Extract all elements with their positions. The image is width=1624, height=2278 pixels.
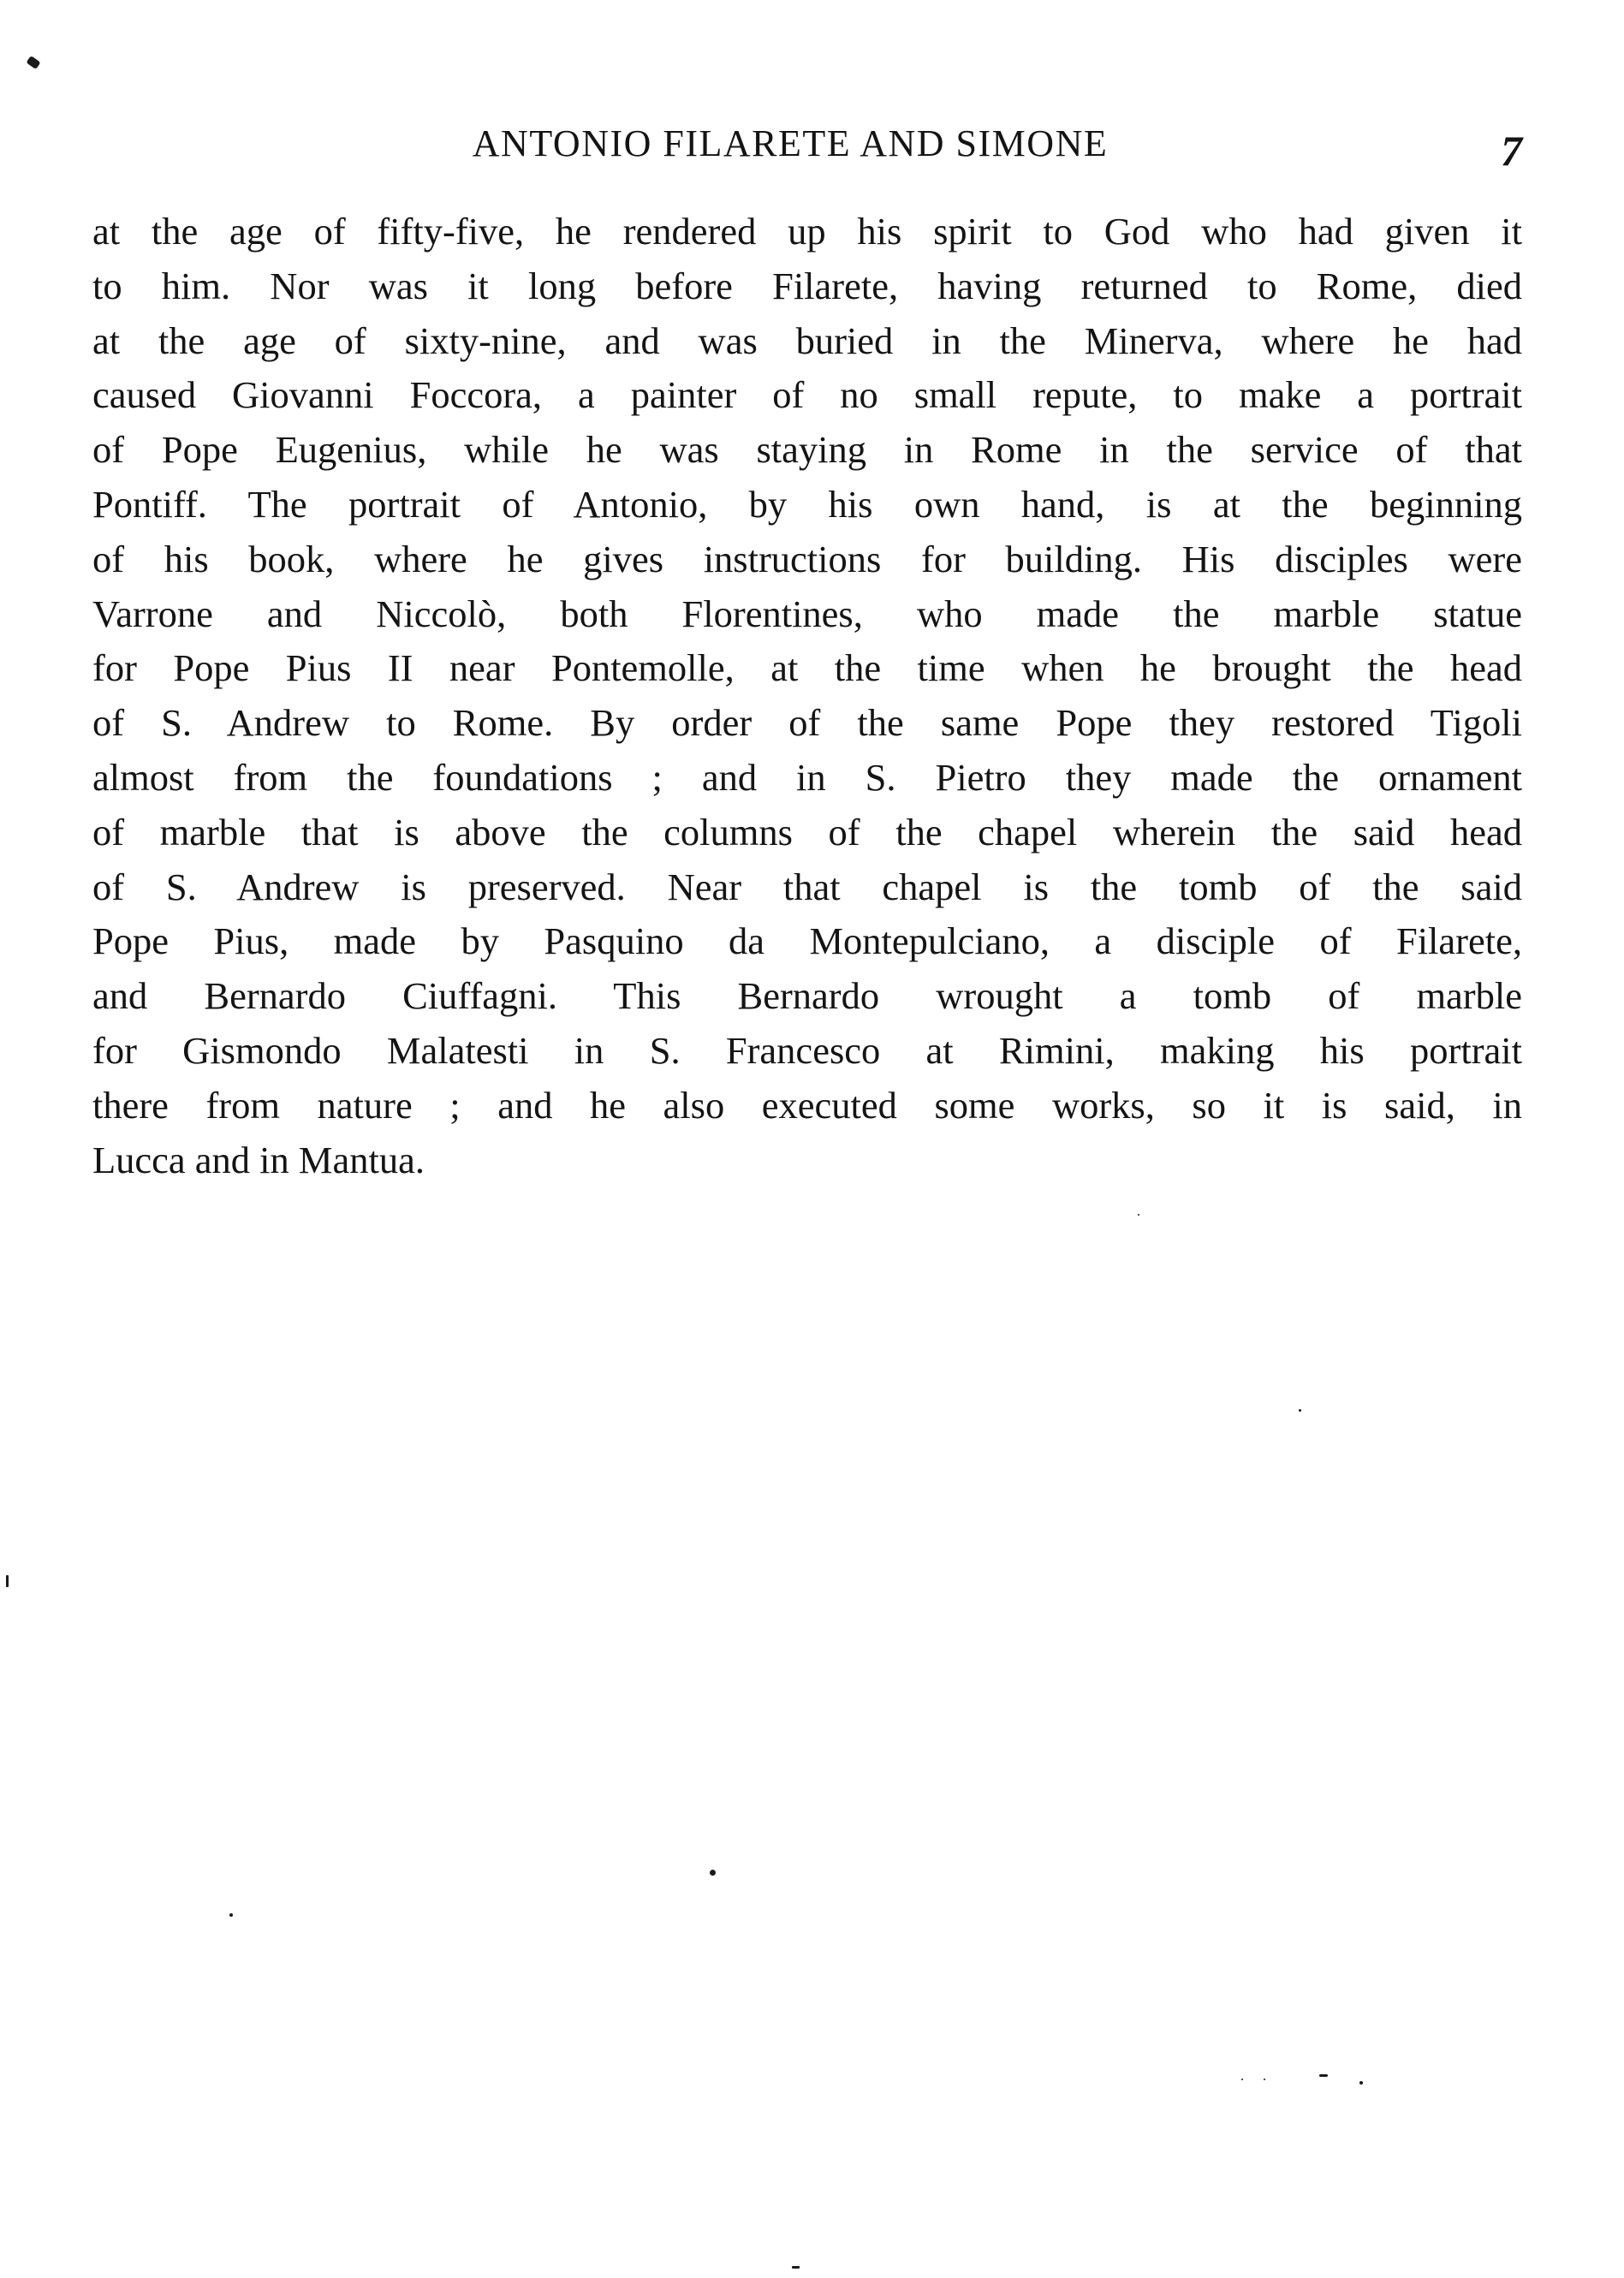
scan-speck	[6, 1575, 9, 1587]
scan-speck	[1359, 2081, 1363, 2085]
text-line: of Pope Eugenius, while he was staying in Rome in the service of that	[92, 428, 1522, 472]
text-line: of S. Andrew to Rome. By order of the same Pope they restored Tigoli	[92, 701, 1522, 745]
scan-speck	[1299, 1409, 1301, 1412]
page-number: 7	[1501, 127, 1522, 175]
text-line: of his book, where he gives instructions for building. His disciples were	[92, 537, 1522, 580]
scan-speck	[1241, 2079, 1243, 2080]
text-line: for Gismondo Malatesti in S. Francesco at Rimini, making his portrait	[92, 1028, 1522, 1072]
text-line: at the age of sixty-nine, and was buried in the Minerva, where he had	[92, 318, 1522, 362]
scan-speck	[26, 56, 40, 69]
text-line: for Pope Pius II near Pontemolle, at the time when he brought the head	[92, 646, 1522, 690]
body-paragraph	[92, 205, 1522, 1187]
scan-speck	[1319, 2074, 1328, 2077]
scan-speck	[229, 1913, 233, 1917]
text-line: caused Giovanni Foccora, a painter of no small repute, to make a portrait	[92, 373, 1522, 417]
text-line: almost from the foundations ; and in S. Pietro they made the ornament	[92, 755, 1522, 799]
running-head	[92, 118, 1522, 175]
scan-speck	[792, 2266, 800, 2269]
scan-speck	[1264, 2079, 1265, 2080]
text-line: Lucca and in Mantua.	[92, 1138, 425, 1181]
running-title: ANTONIO FILARETE AND SIMONE	[472, 122, 1109, 164]
text-line: of S. Andrew is preserved. Near that chapel is the tomb of the said	[92, 865, 1522, 908]
text-line: Pope Pius, made by Pasquino da Montepulciano, a disciple of Filarete,	[92, 919, 1522, 963]
text-line: to him. Nor was it long before Filarete, having returned to Rome, died	[92, 264, 1522, 307]
scan-speck	[710, 1870, 716, 1876]
text-line: Pontiff. The portrait of Antonio, by his own hand, is at the beginning	[92, 482, 1522, 526]
text-line: of marble that is above the columns of the chapel wherein the said head	[92, 810, 1522, 854]
text-line: Varrone and Niccolò, both Florentines, who made the marble statue	[92, 592, 1522, 635]
text-line: and Bernardo Ciuffagni. This Bernardo wrought a tomb of marble	[92, 974, 1522, 1018]
text-line: at the age of fifty-five, he rendered up his spirit to God who had given it	[92, 210, 1522, 253]
text-line: there from nature ; and he also executed some works, so it is said, in	[92, 1083, 1522, 1127]
scan-speck	[1138, 1214, 1139, 1216]
